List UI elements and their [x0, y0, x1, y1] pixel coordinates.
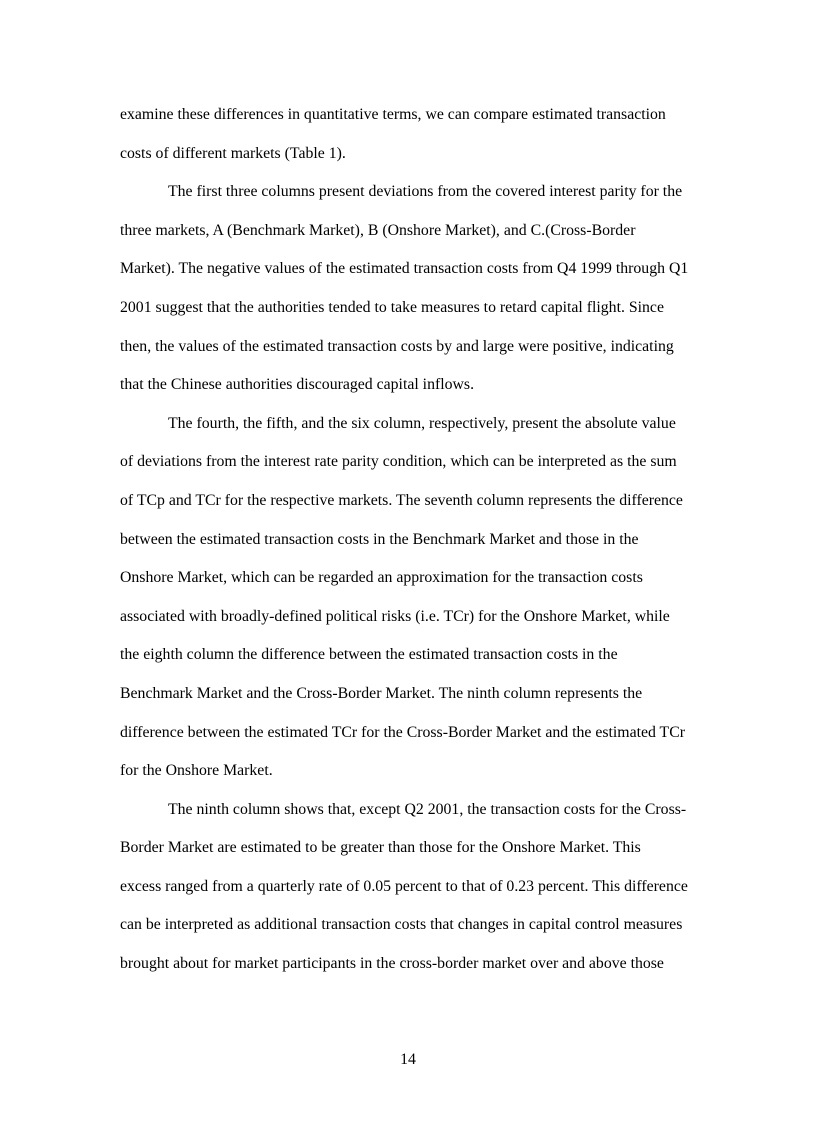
text-line: costs of different markets (Table 1). — [120, 144, 346, 162]
text-line: the eighth column the difference between the estimated transaction costs in the — [120, 646, 618, 664]
paragraph-1 — [120, 96, 698, 173]
text-line: excess ranged from a quarterly rate of 0.05 percent to that of 0.23 percent. This difference — [120, 877, 688, 895]
text-line: The ninth column shows that, except Q2 2001, the transaction costs for the Cross- — [168, 800, 687, 818]
text-line: Border Market are estimated to be greater than those for the Onshore Market. This — [120, 839, 641, 857]
text-line: then, the values of the estimated transaction costs by and large were positive, indicating — [120, 337, 674, 355]
paragraph-2 — [120, 173, 698, 405]
text-line: The first three columns present deviations from the covered interest parity for the — [168, 183, 683, 201]
text-line: Market). The negative values of the estimated transaction costs from Q4 1999 through Q1 — [120, 260, 689, 278]
text-line: can be interpreted as additional transaction costs that changes in capital control measures — [120, 916, 683, 934]
paragraph-3 — [120, 405, 698, 791]
text-line: that the Chinese authorities discouraged capital inflows. — [120, 376, 475, 394]
body-text — [120, 96, 698, 984]
text-line: three markets, A (Benchmark Market), B (Onshore Market), and C.(Cross-Border — [120, 221, 636, 239]
text-line: of TCp and TCr for the respective markets. The seventh column represents the difference — [120, 491, 683, 509]
text-line: associated with broadly-defined political risks (i.e. TCr) for the Onshore Market, while — [120, 607, 670, 625]
text-line: The fourth, the fifth, and the six column, respectively, present the absolute value — [168, 414, 676, 432]
text-line: 2001 suggest that the authorities tended to take measures to retard capital flight. Since — [120, 298, 664, 316]
text-line: examine these differences in quantitative terms, we can compare estimated transaction — [120, 106, 666, 123]
text-line: Benchmark Market and the Cross-Border Market. The ninth column represents the — [120, 684, 643, 702]
text-line: Onshore Market, which can be regarded an approximation for the transaction costs — [120, 569, 643, 587]
text-line: difference between the estimated TCr for the Cross-Border Market and the estimated TCr — [120, 723, 685, 741]
paragraph-4 — [120, 791, 698, 984]
page-number: 14 — [400, 1051, 416, 1068]
text-line: of deviations from the interest rate parity condition, which can be interpreted as the sum — [120, 453, 677, 471]
text-line: between the estimated transaction costs in the Benchmark Market and those in the — [120, 530, 639, 548]
text-line: for the Onshore Market. — [120, 762, 273, 780]
text-line: brought about for market participants in the cross-border market over and above those — [120, 955, 664, 973]
